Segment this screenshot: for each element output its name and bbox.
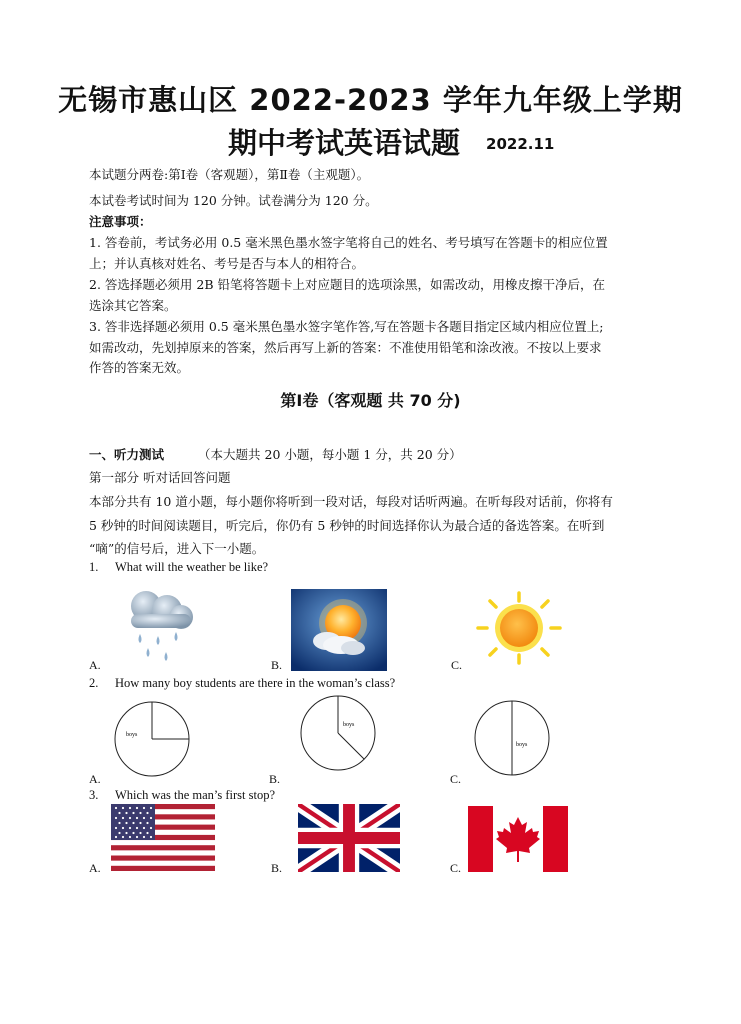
question-number: 3. [89, 788, 99, 802]
note-3a: 3. 答非选择题必须用 0.5 毫米黑色墨水签字笔作答,写在答题卡各题目指定区域内相应位置上; [89, 319, 604, 334]
pie-label: boys [516, 742, 528, 748]
intro-line-1: 本试题分两卷:第Ⅰ卷（客观题），第Ⅱ卷（主观题）。 [89, 167, 370, 182]
exam-subtitle-text: 期中考试英语试题 [228, 126, 461, 160]
q3-option-a[interactable]: A. [89, 861, 101, 875]
pie-chart-b [298, 693, 378, 773]
question-2 [89, 676, 395, 691]
part1-note: （本大题共 20 小题，每小题 1 分，共 20 分） [198, 447, 462, 462]
note-1a: 1. 答卷前，考试务必用 0.5 毫米黑色墨水签字笔将自己的姓名、考号填写在答题卡的相应位置 [89, 235, 608, 250]
sub1-title: 第一部分 听对话回答问题 [89, 470, 231, 485]
q1-option-a[interactable]: A. [89, 658, 101, 672]
desc-line-1: 本部分共有 10 道小题，每小题你将听到一段对话，每段对话听两遍。在听每段对话前，你将有 [89, 494, 613, 509]
q1-option-b[interactable]: B. [271, 658, 283, 672]
pie-chart-a [112, 699, 192, 779]
note-3b: 如需改动，先划掉原来的答案，然后再写上新的答案：不准使用铅笔和涂改液。不按以上要求 [89, 340, 602, 355]
uk-flag-icon [298, 804, 400, 872]
q2-option-a[interactable]: A. [89, 772, 101, 786]
q1-option-c[interactable]: C. [451, 658, 463, 672]
notes-label: 注意事项： [89, 214, 152, 229]
usa-flag-icon [111, 804, 215, 871]
pie-label: boys [343, 722, 355, 728]
desc-line-3: “嘀”的信号后，进入下一小题。 [89, 541, 265, 556]
pie-label: boys [126, 732, 138, 738]
question-number: 2. [89, 676, 99, 690]
q3-option-b[interactable]: B. [271, 861, 283, 875]
part1-title: 一、听力测试 [89, 447, 165, 462]
note-1b: 上；并认真核对姓名、考号是否与本人的相符合。 [89, 256, 365, 271]
desc-line-2: 5 秒钟的时间阅读题目，听完后，你仍有 5 秒钟的时间选择你认为最合适的备选答案。在听到 [89, 518, 605, 533]
note-2b: 选涂其它答案。 [89, 298, 177, 313]
q2-option-b[interactable]: B. [269, 772, 281, 786]
q2-option-c[interactable]: C. [450, 772, 462, 786]
section-title: 第Ⅰ卷（客观题 共 70 分) [280, 391, 461, 410]
canada-flag-icon [468, 806, 568, 872]
question-number: 1. [89, 560, 99, 574]
sun-behind-cloud-icon [291, 589, 387, 671]
note-3c: 作答的答案无效。 [89, 360, 190, 375]
sun-icon [473, 590, 565, 666]
part1-heading [89, 447, 462, 463]
rain-cloud-icon [121, 586, 195, 670]
question-text: Which was the man’s first stop? [115, 788, 276, 802]
exam-title: 无锡市惠山区 2022-2023 学年九年级上学期 [58, 83, 683, 117]
q3-option-c[interactable]: C. [450, 861, 462, 875]
question-text: What will the weather be like? [115, 560, 269, 574]
note-2a: 2. 答选择题必须用 2B 铅笔将答题卡上对应题目的选项涂黑，如需改动，用橡皮擦干净后，在 [89, 277, 605, 292]
exam-subtitle [228, 121, 554, 162]
pie-chart-c [472, 698, 552, 778]
question-text: How many boy students are there in the woman’s class? [115, 676, 396, 690]
question-1 [89, 560, 268, 575]
question-3 [89, 788, 275, 803]
intro-line-2: 本试卷考试时间为 120 分钟。试卷满分为 120 分。 [89, 193, 378, 208]
exam-date: 2022.11 [486, 135, 555, 153]
